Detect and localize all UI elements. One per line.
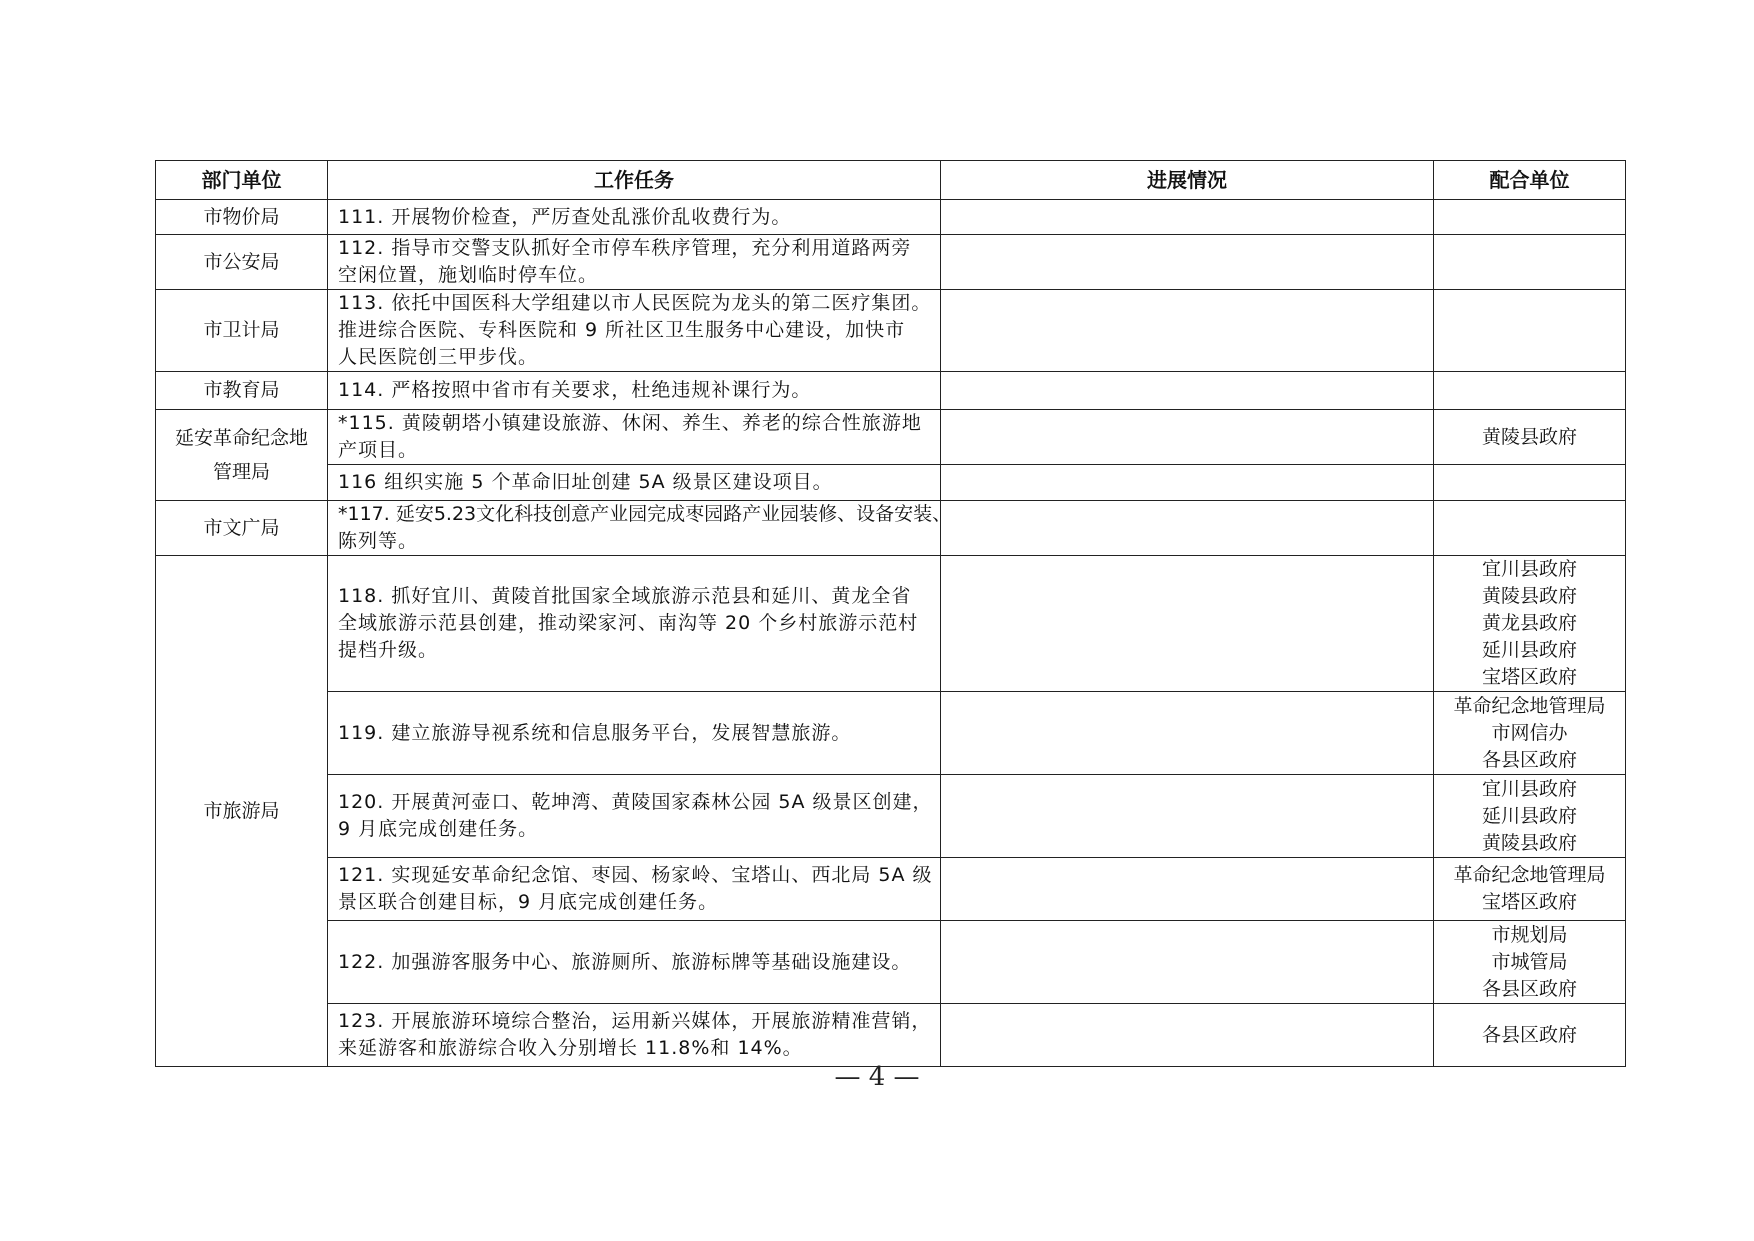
- table-row: [156, 501, 1626, 556]
- progress-cell: [941, 410, 1434, 465]
- table-row: [156, 921, 1626, 1004]
- task-line: *115. 黄陵朝塔小镇建设旅游、休闲、养生、养老的综合性旅游地: [338, 412, 922, 434]
- header-dept: 部门单位: [156, 161, 328, 200]
- coop-cell: [1434, 1004, 1626, 1067]
- table-row: [156, 410, 1626, 465]
- task-line: 推进综合医院、专科医院和 9 所社区卫生服务中心建设，加快市: [338, 319, 906, 341]
- coop-line: 黄龙县政府: [1481, 612, 1577, 634]
- coop-cell: [1434, 556, 1626, 692]
- table-row: [156, 235, 1626, 290]
- table-row: [156, 858, 1626, 921]
- progress-cell: [941, 556, 1434, 692]
- coop-line: 黄陵县政府: [1481, 585, 1577, 607]
- dept-cell: 市旅游局: [156, 556, 328, 1067]
- task-line: 全域旅游示范县创建，推动梁家河、南沟等 20 个乡村旅游示范村: [338, 612, 919, 634]
- coop-line: 各县区政府: [1481, 748, 1577, 771]
- task-line: 122. 加强游客服务中心、旅游厕所、旅游标牌等基础设施建设。: [338, 950, 912, 973]
- header-coop: 配合单位: [1434, 161, 1626, 200]
- dept-cell: 市公安局: [156, 235, 328, 290]
- progress-cell: [941, 235, 1434, 290]
- progress-cell: [941, 200, 1434, 235]
- progress-cell: [941, 858, 1434, 921]
- table-header-row: [156, 161, 1626, 200]
- coop-line: 市城管局: [1491, 950, 1568, 973]
- dept-cell: [156, 410, 328, 501]
- task-line: 114. 严格按照中省市有关要求，杜绝违规补课行为。: [338, 379, 812, 401]
- task-line: 111. 开展物价检查，严厉查处乱涨价乱收费行为。: [338, 205, 792, 228]
- progress-cell: [941, 372, 1434, 410]
- page-number: — 4 —: [834, 1062, 920, 1092]
- task-cell: [328, 692, 941, 775]
- coop-line: 宝塔区政府: [1481, 891, 1577, 913]
- dept-cell: 市教育局: [156, 372, 328, 410]
- table-row: [156, 1004, 1626, 1067]
- coop-line: 黄陵县政府: [1481, 831, 1577, 854]
- coop-line: 市规划局: [1491, 923, 1568, 946]
- task-cell: [328, 1004, 941, 1067]
- task-cell: [328, 501, 952, 556]
- task-line: 陈列等。: [338, 530, 419, 552]
- coop-cell: [1434, 372, 1626, 410]
- coop-line: 宜川县政府: [1481, 558, 1577, 580]
- header-progress: 进展情况: [941, 161, 1434, 200]
- progress-cell: [941, 921, 1434, 1004]
- task-cell: [328, 858, 941, 921]
- task-cell: [328, 921, 941, 1004]
- task-cell: [328, 290, 941, 372]
- task-line: 113. 依托中国医科大学组建以市人民医院为龙头的第二医疗集团。: [338, 292, 932, 314]
- progress-cell: [941, 775, 1434, 858]
- coop-line: 黄陵县政府: [1481, 425, 1577, 448]
- coop-line: 革命纪念地管理局: [1453, 864, 1606, 886]
- task-line: 人民医院创三甲步伐。: [338, 346, 539, 368]
- task-cell: [328, 372, 941, 410]
- task-line: 116 组织实施 5 个革命旧址创建 5A 级景区建设项目。: [338, 471, 833, 493]
- coop-line: 宜川县政府: [1481, 777, 1577, 800]
- dept-cell: 市卫计局: [156, 290, 328, 372]
- task-line: 空闲位置，施划临时停车位。: [338, 264, 599, 286]
- task-line: 112. 指导市交警支队抓好全市停车秩序管理，充分利用道路两旁: [338, 237, 912, 259]
- task-line: *117. 延安5.23文化科技创意产业园完成枣园路产业园装修、设备安装、: [338, 503, 952, 525]
- coop-line: 革命纪念地管理局: [1453, 694, 1606, 717]
- table-row: [156, 200, 1626, 235]
- progress-cell: [941, 465, 1434, 501]
- coop-line: 延川县政府: [1481, 639, 1577, 661]
- task-line: 景区联合创建目标，9 月底完成创建任务。: [338, 891, 719, 913]
- coop-cell: [1434, 465, 1626, 501]
- coop-cell: [1434, 200, 1626, 235]
- coop-line: 延川县政府: [1481, 804, 1577, 827]
- dept-cell: 市文广局: [156, 501, 328, 556]
- coop-line: 各县区政府: [1481, 1023, 1577, 1046]
- dept-line: 管理局: [212, 461, 270, 483]
- coop-cell: [1434, 290, 1626, 372]
- progress-cell: [941, 501, 1434, 556]
- progress-cell: [941, 692, 1434, 775]
- table-row: [156, 465, 1626, 501]
- header-task: 工作任务: [328, 161, 941, 200]
- task-line: 提档升级。: [338, 639, 439, 661]
- task-line: 119. 建立旅游导视系统和信息服务平台，发展智慧旅游。: [338, 721, 852, 744]
- progress-cell: [941, 290, 1434, 372]
- coop-cell: [1434, 921, 1626, 1004]
- coop-cell: [1434, 235, 1626, 290]
- coop-cell: [1434, 692, 1626, 775]
- table-row: [156, 556, 1626, 692]
- table-row: [156, 692, 1626, 775]
- table-row: [156, 372, 1626, 410]
- task-line: 123. 开展旅游环境综合整治，运用新兴媒体，开展旅游精准营销，: [338, 1010, 932, 1032]
- table-row: [156, 290, 1626, 372]
- task-cell: [328, 556, 941, 692]
- task-line: 121. 实现延安革命纪念馆、枣园、杨家岭、宝塔山、西北局 5A 级: [338, 864, 933, 886]
- task-cell: [328, 410, 941, 465]
- coop-cell: [1434, 410, 1626, 465]
- coop-cell: [1434, 858, 1626, 921]
- task-line: 120. 开展黄河壶口、乾坤湾、黄陵国家森林公园 5A 级景区创建，: [338, 791, 933, 813]
- table-row: [156, 775, 1626, 858]
- dept-cell: 市物价局: [156, 200, 328, 235]
- coop-line: 市网信办: [1491, 721, 1568, 744]
- task-table: [155, 160, 1626, 1067]
- coop-line: 各县区政府: [1481, 977, 1577, 1000]
- task-cell: [328, 775, 941, 858]
- task-line: 9 月底完成创建任务。: [338, 818, 539, 840]
- task-cell: [328, 235, 941, 290]
- dept-line: 延安革命纪念地: [174, 427, 308, 449]
- task-cell: [328, 200, 941, 235]
- task-line: 来延游客和旅游综合收入分别增长 11.8%和 14%。: [338, 1037, 803, 1059]
- coop-line: 宝塔区政府: [1481, 666, 1577, 688]
- coop-cell: [1434, 775, 1626, 858]
- progress-cell: [941, 1004, 1434, 1067]
- task-line: 118. 抓好宜川、黄陵首批国家全域旅游示范县和延川、黄龙全省: [338, 585, 912, 607]
- coop-cell: [1434, 501, 1626, 556]
- task-cell: [328, 465, 941, 501]
- task-line: 产项目。: [338, 439, 419, 461]
